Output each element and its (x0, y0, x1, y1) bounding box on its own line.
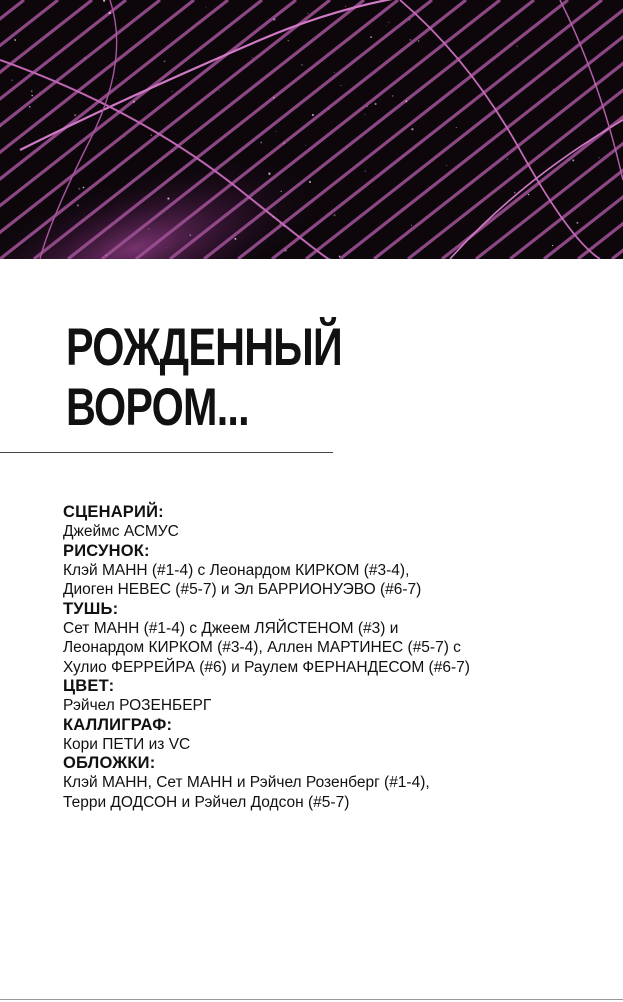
title-divider (0, 452, 333, 453)
page-bottom-edge (0, 999, 623, 1000)
credit-role: ОБЛОЖКИ: (63, 754, 156, 772)
credit-role: КАЛЛИГРАФ: (63, 715, 173, 734)
credit-name-line: Клэй МАНН (#1-4) с Леонардом КИРКОМ (#3-4), (63, 561, 410, 579)
credits-list (63, 503, 583, 812)
credit-role: СЦЕНАРИЙ: (63, 503, 164, 521)
credit-name-line: Терри ДОДСОН и Рэйчел Додсон (#5-7) (63, 793, 350, 811)
credit-colors (63, 677, 583, 716)
credit-name-line: Диоген НЕВЕС (#5-7) и Эл БАРРИОНУЭВО (#6-7) (63, 581, 422, 598)
book-title (66, 318, 342, 438)
header-artwork (0, 0, 623, 259)
credit-name-line: Сет МАНН (#1-4) с Джеем ЛЯЙСТЕНОМ (#3) и (63, 619, 399, 637)
credit-name-line: Леонардом КИРКОМ (#3-4), Аллен МАРТИНЕС (#5-7) с (63, 639, 461, 656)
credit-role: ЦВЕТ: (63, 677, 115, 695)
credit-name-line: Рэйчел РОЗЕНБЕРГ (63, 697, 212, 714)
credit-name-line: Джеймс АСМУС (63, 523, 179, 540)
credit-name-line: Хулио ФЕРРЕЙРА (#6) и Раулем ФЕРНАНДЕСОМ (#6-7) (63, 658, 470, 676)
credit-role: РИСУНОК: (63, 541, 150, 560)
credit-inks (63, 600, 583, 678)
credit-writer (63, 503, 583, 542)
credit-covers (63, 754, 583, 812)
title-line-2: ВОРОМ... (66, 378, 249, 437)
credit-letters (63, 716, 583, 755)
title-line-1: РОЖДЕННЫЙ (66, 318, 342, 377)
credit-role: ТУШЬ: (63, 599, 119, 618)
credit-pencils (63, 542, 583, 600)
credit-name-line: Клэй МАНН, Сет МАНН и Рэйчел Розенберг (#1-4), (63, 774, 430, 791)
cosmic-streaks-illustration (0, 0, 623, 259)
credit-name-line: Кори ПЕТИ из VC (63, 735, 191, 753)
